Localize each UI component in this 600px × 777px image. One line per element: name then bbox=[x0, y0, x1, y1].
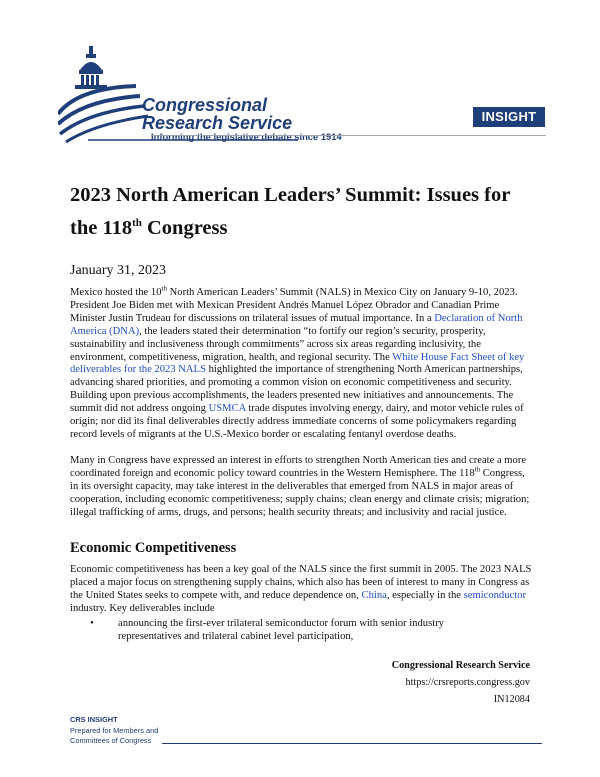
footer-url: https://crsreports.congress.gov bbox=[405, 677, 530, 688]
p3-text-1: Economic competitiveness has been a key goal of the NALS since the first summit in 2005. The 2023 NALS placed a major focus on strengthening supply chains, which also has been of interest to many in Congress as the United States seeks to compete with, and reduce dependence on, bbox=[70, 564, 532, 601]
paragraph-3 bbox=[70, 564, 532, 616]
footer-prepared-line1: Prepared for Members and bbox=[70, 725, 159, 735]
footer-org: Congressional Research Service bbox=[391, 660, 530, 671]
bullet-marker: • bbox=[90, 618, 94, 629]
bullet-text: announcing the first-ever trilateral semiconductor forum with senior industry representatives and trilateral cabinet level participation, bbox=[118, 618, 444, 642]
p3-text-3: industry. Key deliverables include bbox=[70, 602, 215, 614]
footer-label: CRS INSIGHT bbox=[70, 715, 118, 724]
p1-text-5: trade disputes involving energy, dairy, and motor vehicle rules of origin; nor did its final deliverables directly address immediate concerns of some policymakers regarding record levels of migrants at the U.S.-Mexico border or escalating fentanyl overdose deaths. bbox=[70, 403, 524, 440]
p1-sup: th bbox=[161, 284, 167, 293]
footer-crs-insight bbox=[70, 715, 158, 747]
footer-prepared-line2: Committees of Congress bbox=[70, 736, 152, 745]
org-name-line2: Research Service bbox=[142, 113, 293, 133]
org-tagline: Informing the legislative debate since 1914 bbox=[151, 131, 342, 142]
title-main: 2023 North American Leaders’ Summit: Issues for the 118 bbox=[70, 184, 510, 239]
crs-logo bbox=[58, 44, 342, 144]
title-end: Congress bbox=[141, 216, 228, 239]
org-name-line1: Congressional bbox=[142, 95, 268, 115]
p1-text-1: Mexico hosted the 10 bbox=[70, 287, 162, 298]
link-semiconductor[interactable]: semiconductor bbox=[463, 589, 526, 601]
paragraph-2 bbox=[70, 455, 532, 520]
footer-report-id: IN12084 bbox=[493, 694, 530, 705]
p1-text-4: highlighted the importance of strengthening North American partnerships, advancing shared priorities, and promoting a common vision on economic competitiveness and security. Building upon previous accomplishments, the leaders presented new initiatives and announcements. The summit did not address ongoing bbox=[70, 364, 523, 415]
page-title bbox=[70, 181, 540, 242]
link-usmca[interactable]: USMCA bbox=[208, 403, 246, 415]
p1-text-2: North American Leaders’ Summit (NALS) in Mexico City on January 9-10, 2023. President Joe Biden met with Mexican President Andrés Manuel López Obrador and Canadian Prime Minister Justin Trudeau for discussions on trilateral issues of mutual importance. In a bbox=[70, 287, 518, 324]
org-name bbox=[142, 96, 292, 132]
publication-date: January 31, 2023 bbox=[70, 263, 167, 278]
p3-text-2: , especially in the bbox=[386, 589, 464, 601]
link-china[interactable]: China bbox=[361, 589, 387, 601]
header-divider bbox=[152, 135, 546, 136]
paragraph-1 bbox=[70, 284, 532, 442]
title-superscript: th bbox=[132, 217, 142, 229]
link-declaration-of-north-america[interactable]: Declaration of North America (DNA) bbox=[70, 312, 523, 337]
footer-divider bbox=[162, 743, 542, 744]
link-white-house-fact-sheet[interactable]: White House Fact Sheet of key deliverables for the 2023 NALS bbox=[70, 351, 525, 376]
p2-text-2: Congress, in its oversight capacity, may take interest in the deliverables that emerged from NALS in major areas of cooperation, including economic competitiveness; supply chains; clean energy and climate crisis; migration; illegal trafficking of arms, drugs, and persons; health security threats; and inclusivity and racial justice. bbox=[70, 467, 530, 518]
p2-sup: th bbox=[474, 465, 481, 474]
section-heading: Economic Competitiveness bbox=[70, 540, 237, 556]
p2-text-1: Many in Congress have expressed an interest in efforts to strengthen North American ties and create a more coordinated foreign and economic policy toward countries in the Western Hemisphere. The 118 bbox=[70, 455, 527, 479]
insight-badge: INSIGHT bbox=[473, 107, 545, 127]
p1-text-3: , the leaders stated their determination “to fortify our region’s security, prosperity, sustainability and inclusiveness through commitments” across six areas regarding inclusivity, the environment, competitiveness, migration, health, and regional security. The bbox=[70, 325, 486, 363]
